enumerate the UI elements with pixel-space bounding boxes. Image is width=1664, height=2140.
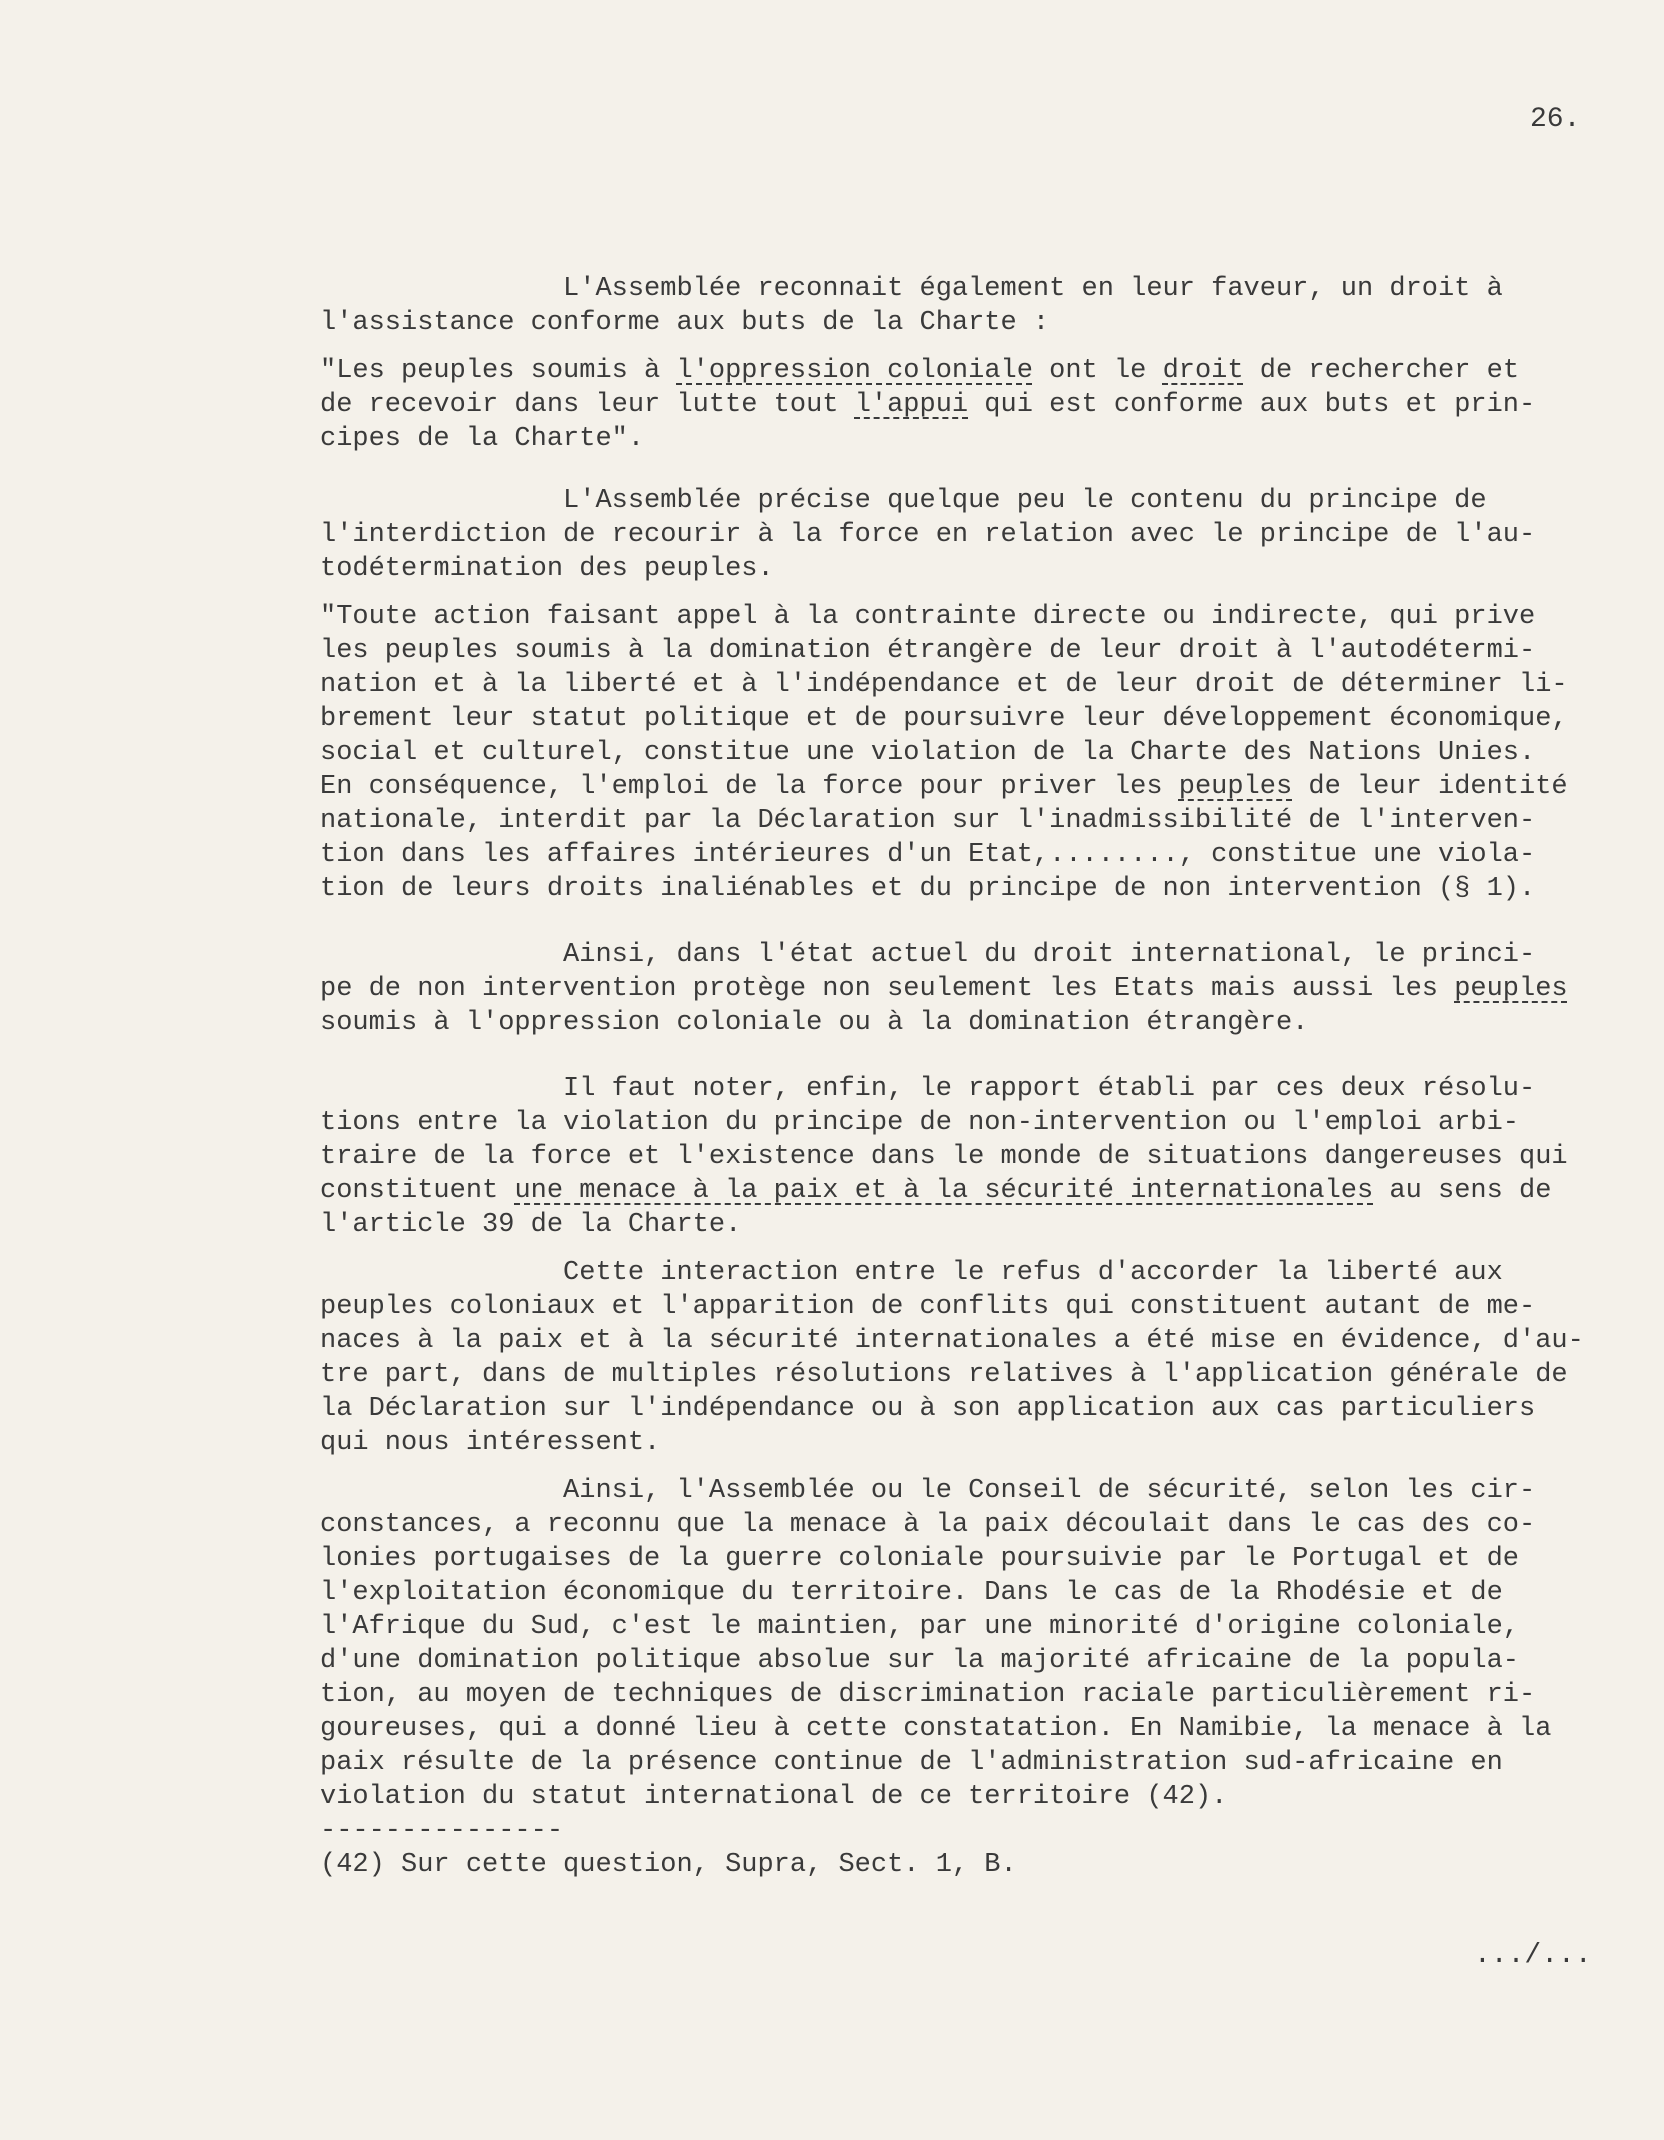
text-line: [320, 1106, 1610, 1140]
text-segment: tre part, dans de multiples résolutions relatives à l'application générale de: [320, 1360, 1568, 1390]
paragraph-gap: [320, 1460, 1610, 1474]
text-line: [320, 736, 1610, 770]
text-line: [320, 422, 1610, 456]
text-line: [320, 1006, 1610, 1040]
text-segment: constances, a reconnu que la menace à la paix découlait dans le cas des co-: [320, 1510, 1536, 1540]
text-segment: constituent: [320, 1176, 515, 1206]
text-line: [320, 972, 1610, 1006]
text-line: [320, 600, 1610, 634]
text-segment: l'exploitation économique du territoire. Dans le cas de la Rhodésie et de: [320, 1578, 1503, 1608]
text-line: [320, 1644, 1610, 1678]
text-segment: nationale, interdit par la Déclaration sur l'inadmissibilité de l'interven-: [320, 806, 1536, 836]
text-segment: brement leur statut politique et de poursuivre leur développement économique,: [320, 704, 1568, 734]
text-segment: paix résulte de la présence continue de l'administration sud-africaine en: [320, 1748, 1503, 1778]
text-segment: peuples coloniaux et l'apparition de conflits qui constituent autant de me-: [320, 1292, 1536, 1322]
text-line: [320, 518, 1610, 552]
text-segment: social et culturel, constitue une violation de la Charte des Nations Unies.: [320, 738, 1536, 768]
text-segment: cipes de la Charte".: [320, 424, 645, 454]
text-line: [320, 1392, 1610, 1426]
text-segment: pe de non intervention protège non seulement les Etats mais aussi les: [320, 974, 1455, 1004]
text-segment: "Les peuples soumis à: [320, 356, 677, 386]
text-segment: naces à la paix et à la sécurité internationales a été mise en évidence, d'au-: [320, 1326, 1584, 1356]
text-line: [320, 484, 1610, 518]
text-segment: Cette interaction entre le refus d'accorder la liberté aux: [320, 1258, 1503, 1288]
text-line: [320, 702, 1610, 736]
text-segment: d'une domination politique absolue sur la majorité africaine de la popula-: [320, 1646, 1519, 1676]
text-segment: qui nous intéressent.: [320, 1428, 661, 1458]
text-line: [320, 1780, 1610, 1814]
paragraph: [320, 600, 1610, 906]
text-line: [320, 1678, 1610, 1712]
underlined-text: peuples: [1454, 974, 1568, 1004]
paragraph: [320, 272, 1610, 340]
text-line: [320, 668, 1610, 702]
text-segment: l'interdiction de recourir à la force en relation avec le principe de l'au-: [320, 520, 1536, 550]
text-segment: les peuples soumis à la domination étrangère de leur droit à l'autodétermi-: [320, 636, 1536, 666]
page-number: 26.: [1530, 104, 1581, 135]
text-line: [320, 1746, 1610, 1780]
text-segment: nation et à la liberté et à l'indépendance et de leur droit de déterminer li-: [320, 670, 1568, 700]
underlined-text: une menace à la paix et à la sécurité internationales: [514, 1176, 1374, 1206]
text-segment: l'assistance conforme aux buts de la Charte :: [320, 308, 1050, 338]
underlined-text: droit: [1162, 356, 1244, 386]
text-line: [320, 1542, 1610, 1576]
paragraph-gap: [320, 340, 1610, 354]
text-line: [320, 1358, 1610, 1392]
text-segment: violation du statut international de ce territoire (42).: [320, 1782, 1228, 1812]
text-segment: todétermination des peuples.: [320, 554, 774, 584]
paragraph-gap: [320, 456, 1610, 484]
text-segment: la Déclaration sur l'indépendance ou à son application aux cas particuliers: [320, 1394, 1536, 1424]
text-line: [320, 1610, 1610, 1644]
paragraph: [320, 938, 1610, 1040]
footnote-separator: ---------------: [320, 1816, 564, 1846]
text-segment: Ainsi, l'Assemblée ou le Conseil de sécurité, selon les cir-: [320, 1476, 1536, 1506]
text-line: [320, 354, 1610, 388]
text-line: [320, 634, 1610, 668]
paragraph: [320, 1072, 1610, 1242]
text-segment: tion, au moyen de techniques de discrimination raciale particulièrement ri-: [320, 1680, 1536, 1710]
text-line: [320, 1474, 1610, 1508]
text-line: [320, 272, 1610, 306]
text-segment: tions entre la violation du principe de non-intervention ou l'emploi arbi-: [320, 1108, 1519, 1138]
underlined-text: l'appui: [854, 390, 969, 420]
text-line: [320, 388, 1610, 422]
footnote: (42) Sur cette question, Supra, Sect. 1, B.: [320, 1850, 1017, 1880]
text-segment: qui est conforme aux buts et prin-: [968, 390, 1536, 420]
text-line: [320, 938, 1610, 972]
text-segment: Ainsi, dans l'état actuel du droit international, le princi-: [320, 940, 1536, 970]
text-segment: soumis à l'oppression coloniale ou à la domination étrangère.: [320, 1008, 1309, 1038]
paragraph: [320, 484, 1610, 586]
text-line: [320, 1072, 1610, 1106]
text-segment: En conséquence, l'emploi de la force pour priver les: [320, 772, 1179, 802]
text-line: [320, 872, 1610, 906]
text-line: [320, 552, 1610, 586]
paragraph-gap: [320, 1040, 1610, 1072]
paragraph-gap: [320, 586, 1610, 600]
text-segment: de rechercher et: [1243, 356, 1520, 386]
text-segment: de leur identité: [1292, 772, 1568, 802]
paragraph: [320, 354, 1610, 456]
text-segment: "Toute action faisant appel à la contrainte directe ou indirecte, qui prive: [320, 602, 1536, 632]
text-segment: lonies portugaises de la guerre coloniale poursuivie par le Portugal et de: [320, 1544, 1519, 1574]
continuation-mark: .../...: [1474, 1940, 1592, 1971]
underlined-text: peuples: [1178, 772, 1293, 802]
text-segment: l'Afrique du Sud, c'est le maintien, par une minorité d'origine coloniale,: [320, 1612, 1519, 1642]
text-line: [320, 804, 1610, 838]
text-line: [320, 1576, 1610, 1610]
text-line: [320, 1290, 1610, 1324]
text-segment: L'Assemblée reconnait également en leur faveur, un droit à: [320, 274, 1503, 304]
text-line: [320, 1256, 1610, 1290]
text-segment: traire de la force et l'existence dans le monde de situations dangereuses qui: [320, 1142, 1568, 1172]
text-line: [320, 306, 1610, 340]
text-line: [320, 1508, 1610, 1542]
paragraph: [320, 1474, 1610, 1814]
text-line: [320, 1140, 1610, 1174]
text-line: [320, 838, 1610, 872]
text-segment: goureuses, qui a donné lieu à cette constatation. En Namibie, la menace à la: [320, 1714, 1552, 1744]
text-line: [320, 1174, 1610, 1208]
body-text: [320, 272, 1610, 1882]
text-line: [320, 1712, 1610, 1746]
text-segment: Il faut noter, enfin, le rapport établi par ces deux résolu-: [320, 1074, 1536, 1104]
text-segment: L'Assemblée précise quelque peu le contenu du principe de: [320, 486, 1487, 516]
text-line: [320, 1426, 1610, 1460]
underlined-text: l'oppression coloniale: [676, 356, 1033, 386]
paragraph-gap: [320, 1242, 1610, 1256]
text-line: [320, 1324, 1610, 1358]
text-segment: ont le: [1032, 356, 1163, 386]
text-segment: tion dans les affaires intérieures d'un Etat,........, constitue une viola-: [320, 840, 1536, 870]
text-line: [320, 770, 1610, 804]
text-segment: de recevoir dans leur lutte tout: [320, 390, 855, 420]
text-line: [320, 1208, 1610, 1242]
text-segment: l'article 39 de la Charte.: [320, 1210, 742, 1240]
paragraph-gap: [320, 906, 1610, 938]
text-segment: au sens de: [1373, 1176, 1552, 1206]
paragraph: [320, 1256, 1610, 1460]
text-segment: tion de leurs droits inaliénables et du principe de non intervention (§ 1).: [320, 874, 1536, 904]
